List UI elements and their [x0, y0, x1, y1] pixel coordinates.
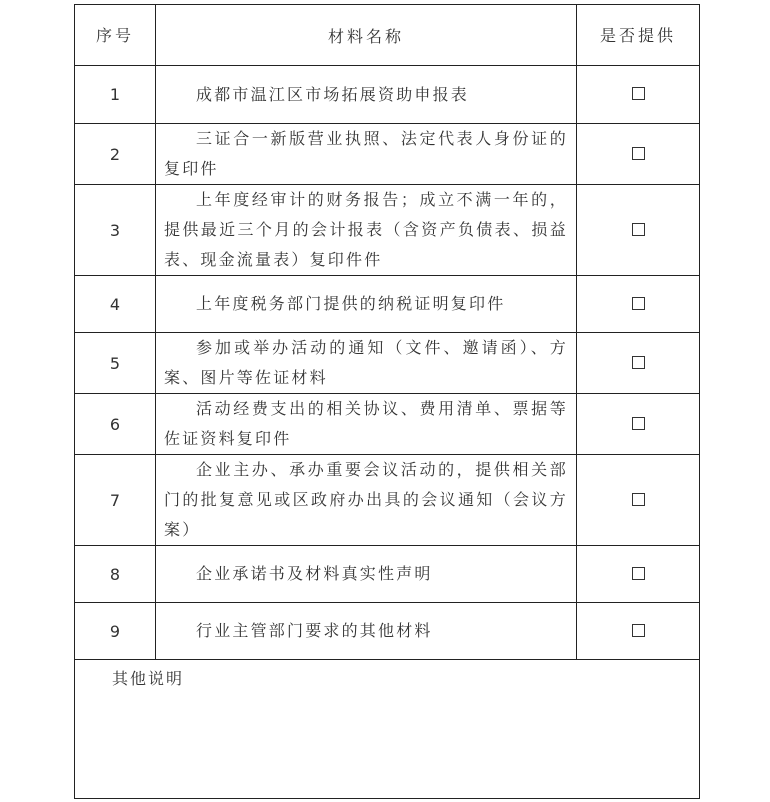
- table-row: [75, 546, 700, 603]
- row-material-name: 行业主管部门要求的其他材料: [196, 621, 433, 640]
- row-number: 4: [75, 276, 156, 333]
- row-number: 3: [75, 185, 156, 276]
- provided-checkbox[interactable]: [632, 493, 645, 506]
- row-material-name: 企业主办、承办重要会议活动的，提供相关部门的批复意见或区政府办出具的会议通知（会议方案）: [164, 460, 568, 539]
- provided-checkbox[interactable]: [632, 567, 645, 580]
- row-number: 7: [75, 455, 156, 546]
- row-material-name: 企业承诺书及材料真实性声明: [196, 564, 433, 583]
- row-number: 1: [75, 66, 156, 124]
- header-provided: 是否提供: [577, 5, 700, 66]
- row-material-name: 上年度税务部门提供的纳税证明复印件: [196, 294, 506, 313]
- row-material-name: 三证合一新版营业执照、法定代表人身份证的复印件: [164, 129, 568, 178]
- table-row: [75, 276, 700, 333]
- other-notes-field[interactable]: [75, 660, 700, 799]
- table-row: [75, 185, 700, 276]
- table-row: [75, 124, 700, 185]
- provided-checkbox[interactable]: [632, 297, 645, 310]
- provided-checkbox[interactable]: [632, 223, 645, 236]
- other-notes-row: [75, 660, 700, 799]
- header-row: [75, 5, 700, 66]
- table-row: [75, 66, 700, 124]
- materials-table: [74, 4, 700, 799]
- row-material-name: 成都市温江区市场拓展资助申报表: [196, 84, 470, 104]
- table-row: [75, 394, 700, 455]
- header-no: 序号: [75, 5, 156, 66]
- row-number: 6: [75, 394, 156, 455]
- provided-checkbox[interactable]: [632, 417, 645, 430]
- other-notes-label: 其他说明: [112, 669, 185, 688]
- header-name: 材料名称: [156, 5, 577, 66]
- table-row: [75, 603, 700, 660]
- row-number: 8: [75, 546, 156, 603]
- row-number: 2: [75, 124, 156, 185]
- row-number: 5: [75, 333, 156, 394]
- provided-checkbox[interactable]: [632, 87, 645, 100]
- table-row: [75, 333, 700, 394]
- provided-checkbox[interactable]: [632, 356, 645, 369]
- provided-checkbox[interactable]: [632, 147, 645, 160]
- table-row: [75, 455, 700, 546]
- provided-checkbox[interactable]: [632, 624, 645, 637]
- row-material-name: 上年度经审计的财务报告；成立不满一年的，提供最近三个月的会计报表（含资产负债表、损益表、现金流量表）复印件件: [164, 190, 568, 269]
- row-material-name: 活动经费支出的相关协议、费用清单、票据等佐证资料复印件: [164, 399, 568, 448]
- row-number: 9: [75, 603, 156, 660]
- row-material-name: 参加或举办活动的通知（文件、邀请函）、方案、图片等佐证材料: [164, 338, 568, 387]
